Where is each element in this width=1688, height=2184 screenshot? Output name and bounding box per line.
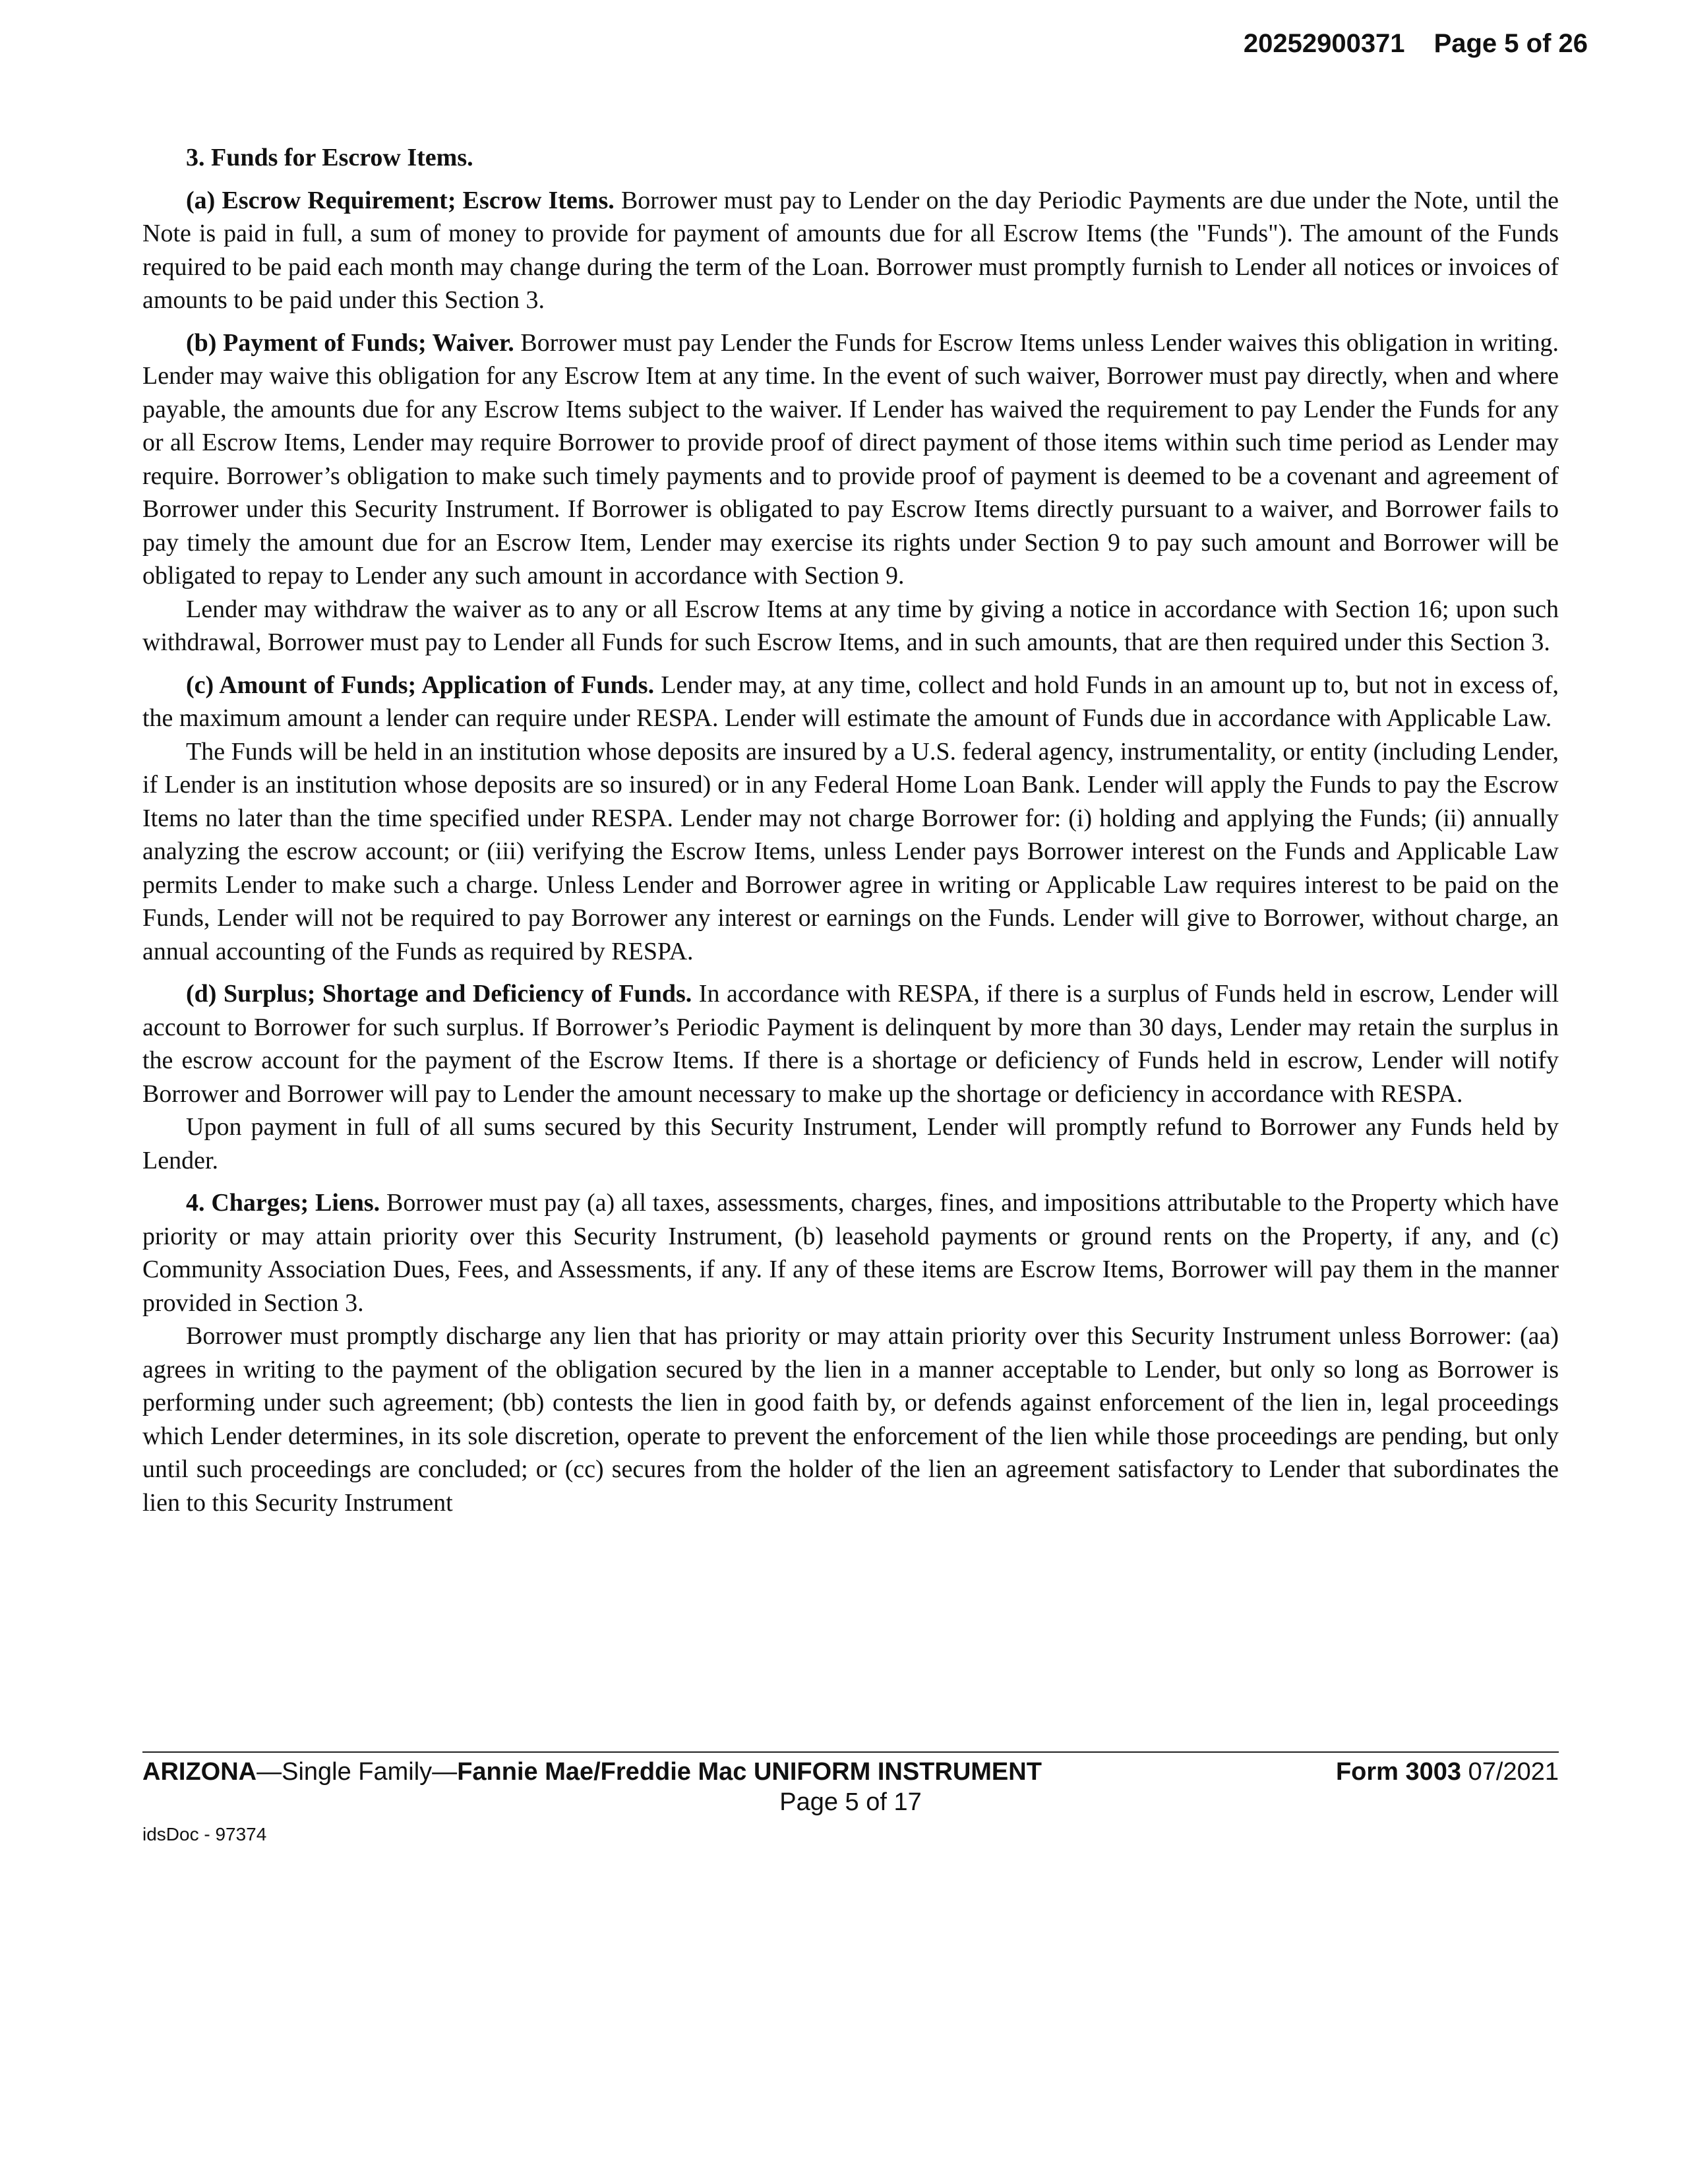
footer-form-id: [1336, 1757, 1559, 1787]
section-3a-paragraph: [142, 184, 1559, 317]
footer-form-date: 07/2021: [1468, 1758, 1559, 1786]
section-3c-paragraph: [142, 669, 1559, 735]
footer-family: —Single Family—: [256, 1758, 458, 1786]
section-3b-paragraph: [142, 326, 1559, 593]
section-3c-title: (c) Amount of Funds; Application of Funds.: [186, 671, 655, 699]
section-3c-paragraph-2: The Funds will be held in an institution whose deposits are insured by a U.S. federal agency, instrumentality, or entity (including Lender, if Lender is an institution whose deposits are so insured) or in any Federal Home Loan Bank. Lender will apply the Funds to pay the Escrow Items no later than the time specified under RESPA. Lender may not charge Borrower for: (i) holding and applying the Funds; (ii) annually analyzing the escrow account; or (iii) verifying the Escrow Items, unless Lender pays Borrower interest on the Funds and Applicable Law permits Lender to make such a charge. Unless Lender and Borrower agree in writing or Applicable Law requires interest to be paid on the Funds, Lender will not be required to pay Borrower any interest or earnings on the Funds. Lender will give to Borrower, without charge, an annual accounting of the Funds as required by RESPA.: [142, 737, 1559, 965]
footer-state: ARIZONA: [142, 1758, 257, 1786]
section-3b-paragraph-2: Lender may withdraw the waiver as to any or all Escrow Items at any time by giving a notice in accordance with Section 16; upon such withdrawal, Borrower must pay to Lender all Funds for such Escrow Items, and in such amounts, that are then required under this Section 3.: [142, 595, 1559, 656]
section-3b-text: Borrower must pay Lender the Funds for Escrow Items unless Lender waives this obligation in writing. Lender may waive this obligation for any Escrow Item at any time. In the event of such waiver, Borrower must pay directly, when and where payable, the amounts due for any Escrow Items subject to the waiver. If Lender has waived the requirement to pay Lender the Funds for any or all Escrow Items, Lender may require Borrower to provide proof of direct payment of those items within such time period as Lender may require. Borrower’s obligation to make such timely payments and to provide proof of payment is deemed to be a covenant and agreement of Borrower under this Security Instrument. If Borrower is obligated to pay Escrow Items directly pursuant to a waiver, and Borrower fails to pay timely the amount due for an Escrow Item, Lender may exercise its rights under Section 9 to pay such amount and Borrower will be obligated to repay to Lender any such amount in accordance with Section 9.: [142, 328, 1559, 590]
section-4-paragraph: [142, 1186, 1559, 1320]
section-3a-text: Borrower must pay to Lender on the day Periodic Payments are due under the Note, until the Note is paid in full, a sum of money to provide for payment of amounts due for all Escrow Items (the "Funds"). The amount of the Funds required to be paid each month may change during the term of the Loan. Borrower must promptly furnish to Lender all notices or invoices of amounts to be paid under this Section 3.: [142, 186, 1559, 314]
section-3c-text: Lender may, at any time, collect and hold Funds in an amount up to, but not in excess of, the maximum amount a lender can require under RESPA. Lender will estimate the amount of Funds due in accordance with Applicable Law.: [142, 671, 1559, 732]
page-header: [1244, 29, 1588, 59]
document-number: 20252900371: [1243, 29, 1405, 58]
footer-instrument-title: [142, 1757, 1042, 1787]
footer-divider: [142, 1751, 1559, 1753]
page-indicator: Page 5 of 26: [1433, 29, 1588, 58]
footer-instrument: Fannie Mae/Freddie Mac UNIFORM INSTRUMENT: [457, 1758, 1042, 1786]
section-4-title: 4. Charges; Liens.: [186, 1189, 380, 1217]
section-3-heading: 3. Funds for Escrow Items.: [186, 144, 473, 171]
page-footer: [142, 1757, 1559, 1846]
document-body: [142, 141, 1559, 1519]
footer-ids-doc: idsDoc - 97374: [142, 1824, 267, 1844]
section-3d-paragraph-2: Upon payment in full of all sums secured by this Security Instrument, Lender will promptly refund to Borrower any Funds held by Lender.: [142, 1113, 1559, 1174]
section-3a-title: (a) Escrow Requirement; Escrow Items.: [186, 186, 615, 214]
section-4-paragraph-2: Borrower must promptly discharge any lien that has priority or may attain priority over this Security Instrument unless Borrower: (aa) agrees in writing to the payment of the obligation secured by the lien in a manner acceptable to Lender, but only so long as Borrower is performing under such agreement; (bb) contests the lien in good faith by, or defends against enforcement of the lien in, legal proceedings which Lender determines, in its sole discretion, operate to prevent the enforcement of the lien while those proceedings are pending, but only until such proceedings are concluded; or (cc) secures from the holder of the lien an agreement satisfactory to Lender that subordinates the lien to this Security Instrument: [142, 1322, 1559, 1517]
footer-page-number: Page 5 of 17: [779, 1788, 922, 1816]
section-3b-title: (b) Payment of Funds; Waiver.: [186, 328, 514, 357]
section-3d-paragraph: [142, 977, 1559, 1110]
footer-form-label: Form 3003: [1335, 1758, 1462, 1786]
section-3d-title: (d) Surplus; Shortage and Deficiency of Funds.: [186, 980, 692, 1008]
section-4-text: Borrower must pay (a) all taxes, assessments, charges, fines, and impositions attributable to the Property which have priority or may attain priority over this Security Instrument, (b) leasehold payments or ground rents on the Property, if any, and (c) Community Association Dues, Fees, and Assessments, if any. If any of these items are Escrow Items, Borrower will pay them in the manner provided in Section 3.: [142, 1189, 1559, 1317]
section-3d-text: In accordance with RESPA, if there is a surplus of Funds held in escrow, Lender will account to Borrower for such surplus. If Borrower’s Periodic Payment is delinquent by more than 30 days, Lender may retain the surplus in the escrow account for the payment of the Escrow Items. If there is a shortage or deficiency of Funds held in escrow, Lender will notify Borrower and Borrower will pay to Lender the amount necessary to make up the shortage or deficiency in accordance with RESPA.: [142, 980, 1559, 1108]
